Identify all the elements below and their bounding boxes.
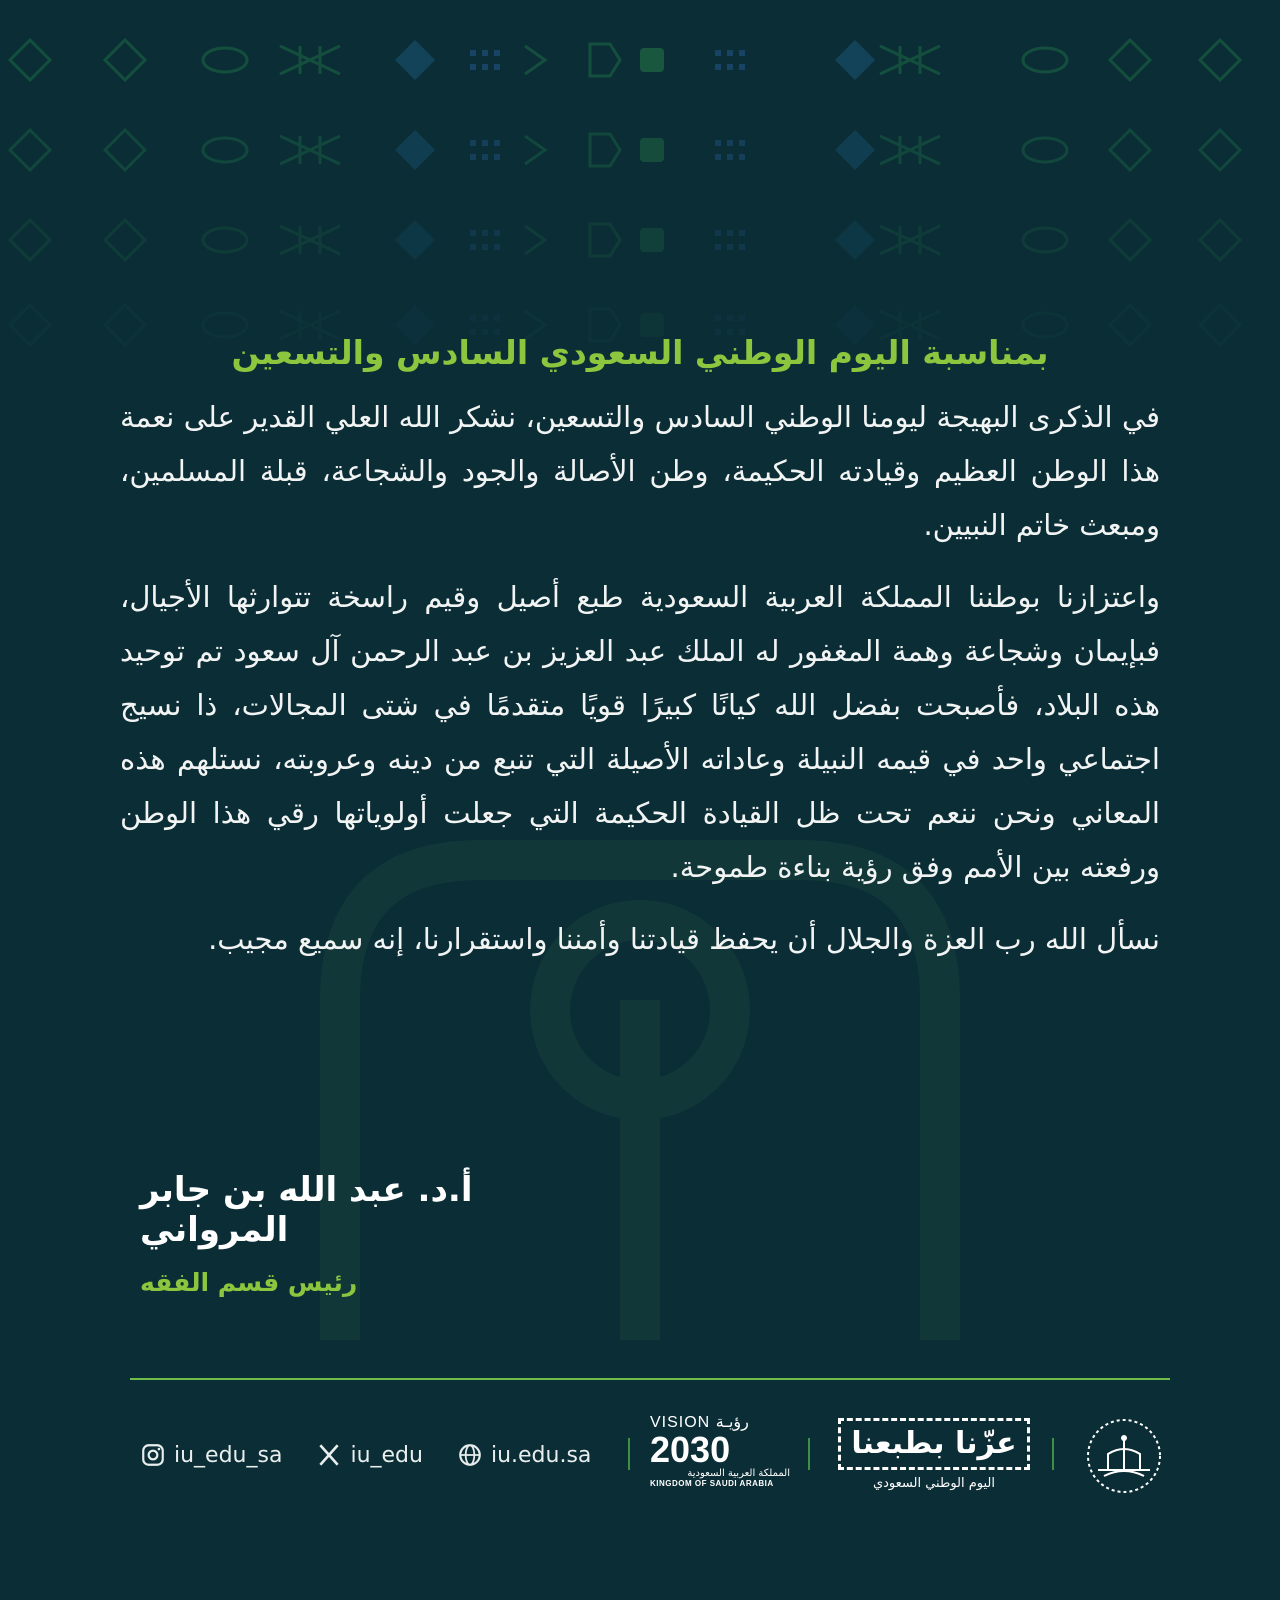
paragraph: في الذكرى البهيجة ليومنا الوطني السادس والتسعين، نشكر الله العلي القدير على نعمة هذا الوطن العظيم وقيادته الحكيمة، وطن الأصالة والجود والشجاعة، قبلة المسلمين، ومبعث خاتم النبيين.	[120, 400, 1160, 543]
instagram-link[interactable]	[140, 1442, 282, 1468]
x-icon	[316, 1442, 342, 1468]
footer-divider	[130, 1378, 1170, 1380]
vision-2030-logo	[650, 1412, 790, 1492]
letter-heading: بمناسبة اليوم الوطني السعودي السادس والتسعين	[231, 333, 1049, 372]
logo-separator	[1052, 1438, 1054, 1470]
signatory-title: رئيس قسم الفقه	[140, 1268, 358, 1297]
vision-english-text: KINGDOM OF SAUDI ARABIA	[650, 1479, 774, 1488]
paragraph: نسأل الله رب العزة والجلال أن يحفظ قيادتنا وأمننا واستقرارنا، إنه سميع مجيب.	[208, 922, 1160, 957]
paragraph: واعتزازنا بوطننا المملكة العربية السعودية طبع أصيل وقيم راسخة تتوارثها الأجيال، فبإيمان وشجاعة وهمة المغفور له الملك عبد العزيز بن عبد الرحمن آل سعود تم توحيد هذه البلاد، فأصبحت بفضل الله كيانًا كبيرًا قويًا متقدمًا في شتى المجالات، ذا نسيج اجتماعي واحد في قيمه النبيلة وعاداته الأصيلة التي تنبع من دينه وعروبته، نستلهم هذه المعاني ونحن ننعم تحت ظل القيادة الحكيمة التي جعلت أولوياتها رقي هذا الوطن ورفعته بين الأمم وفق رؤية بناءة طموحة.	[120, 580, 1160, 885]
letter-body	[120, 330, 1160, 984]
website-link[interactable]	[457, 1442, 591, 1468]
instagram-handle: iu_edu_sa	[174, 1442, 283, 1468]
national-day-logo	[838, 1418, 1030, 1496]
national-day-subtitle: اليوم الوطني السعودي	[872, 1476, 996, 1491]
vision-top-text: VISION رؤيـة	[650, 1414, 749, 1431]
globe-icon	[457, 1442, 483, 1468]
signature-block	[140, 1170, 560, 1297]
instagram-icon	[140, 1442, 166, 1468]
logo-separator	[808, 1438, 810, 1470]
x-link[interactable]	[316, 1442, 423, 1468]
vision-year: 2030	[650, 1429, 731, 1470]
university-logo	[1078, 1410, 1170, 1502]
x-handle: iu_edu	[350, 1442, 423, 1468]
logo-separator	[628, 1438, 630, 1470]
social-links	[140, 1438, 591, 1472]
vision-arabic-text: المملكة العربية السعودية	[687, 1468, 790, 1479]
decorative-pattern	[0, 0, 1280, 360]
website-url: iu.edu.sa	[490, 1442, 592, 1468]
signatory-name: أ.د. عبد الله بن جابر المرواني	[140, 1170, 473, 1250]
national-day-slogan: عزّنا بطبعنا	[838, 1418, 1030, 1470]
